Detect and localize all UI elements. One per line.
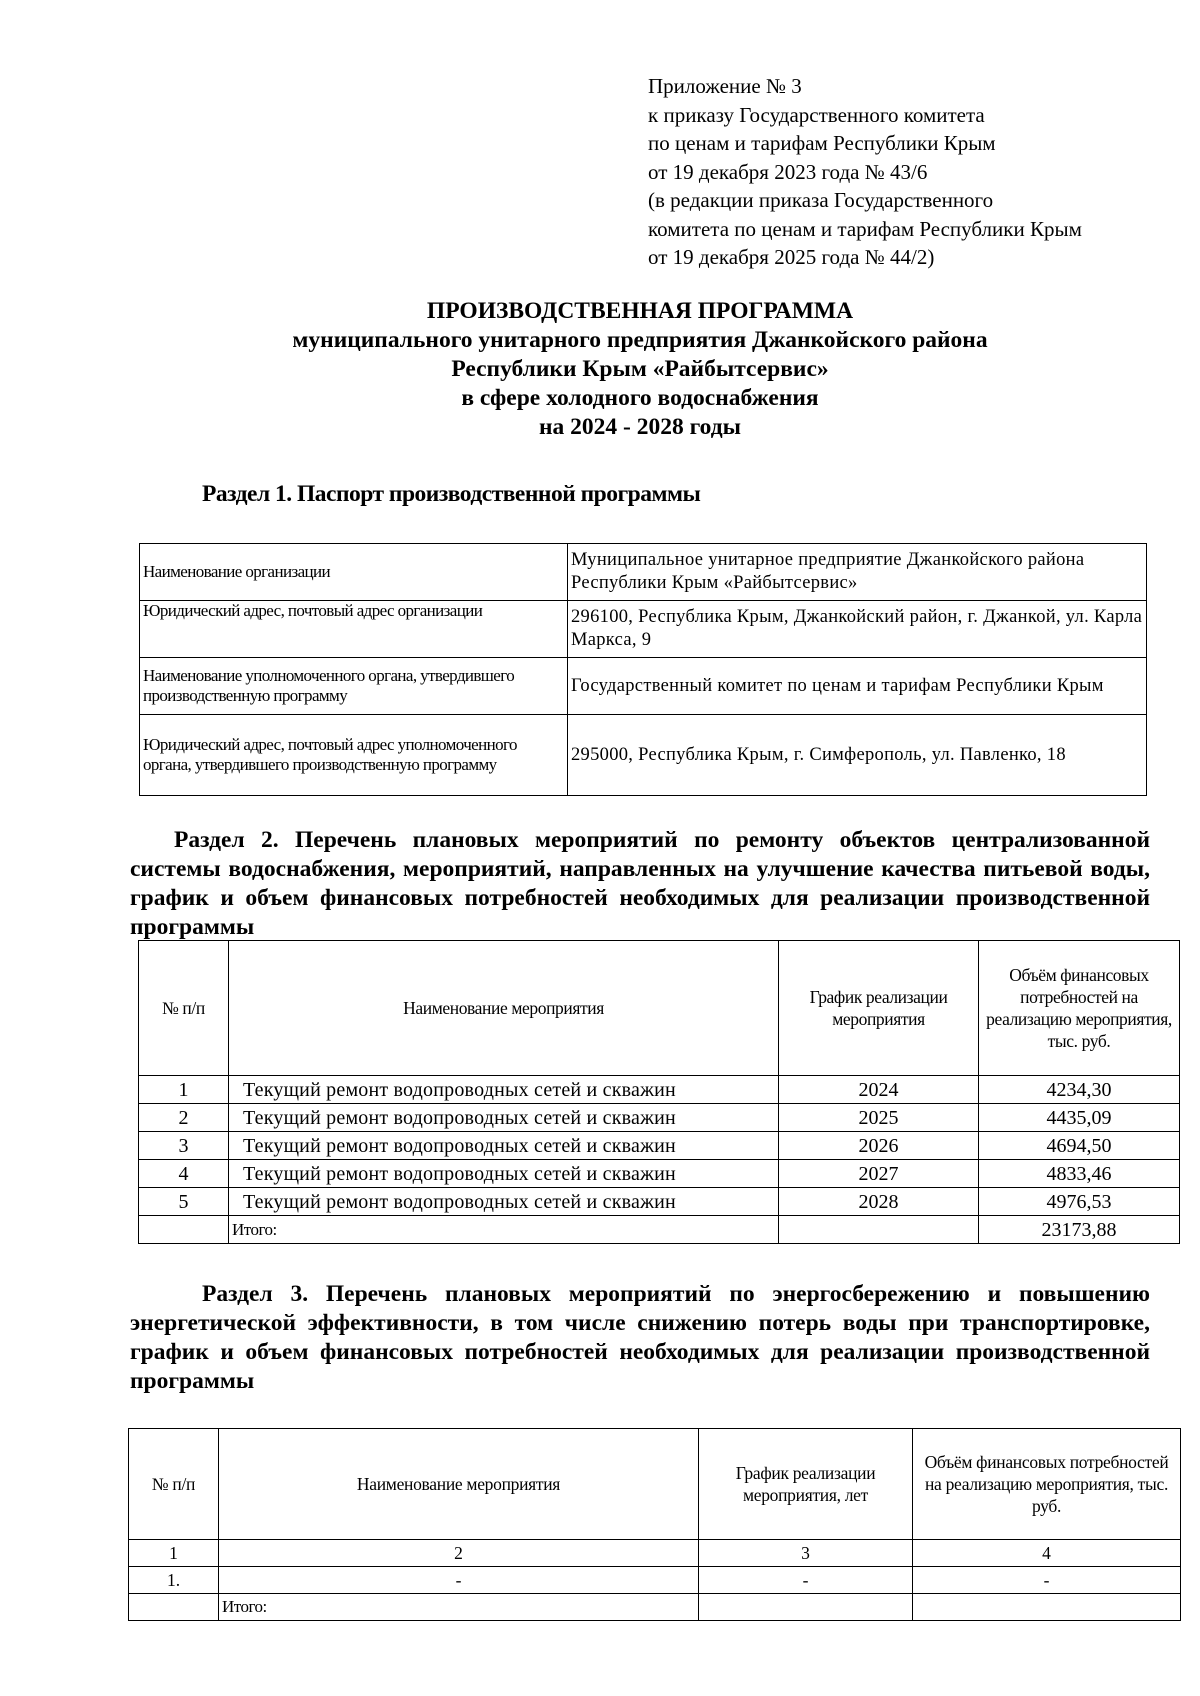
section2-table xyxy=(138,940,1180,1244)
header-schedule: График реализации мероприятия, лет xyxy=(699,1429,913,1540)
table-header-row xyxy=(129,1429,1181,1540)
table-column-numbers-row xyxy=(129,1540,1181,1567)
table-row xyxy=(129,1567,1181,1594)
passport-key: Юридический адрес, почтовый адрес организации xyxy=(140,601,568,658)
title-line: Республики Крым «Райбытсервис» xyxy=(451,356,829,382)
passport-value: Муниципальное унитарное предприятие Джанкойского района Республики Крым «Райбытсервис» xyxy=(568,544,1147,601)
table-row xyxy=(140,601,1147,658)
passport-key: Наименование уполномоченного органа, утвердившего производственную программу xyxy=(140,658,568,715)
column-number: 2 xyxy=(219,1540,699,1567)
passport-value: 295000, Республика Крым, г. Симферополь, ул. Павленко, 18 xyxy=(568,715,1147,796)
header-num: № п/п xyxy=(129,1429,219,1540)
passport-value: Государственный комитет по ценам и тарифам Республики Крым xyxy=(568,658,1147,715)
passport-value: 296100, Республика Крым, Джанкойский район, г. Джанкой, ул. Карла Маркса, 9 xyxy=(568,601,1147,658)
row-amount: 4694,50 xyxy=(979,1132,1180,1160)
row-num: 4 xyxy=(139,1160,229,1188)
table-row xyxy=(140,715,1147,796)
table-row xyxy=(139,1160,1180,1188)
row-name: Текущий ремонт водопроводных сетей и скважин xyxy=(229,1160,779,1188)
section1-heading: Раздел 1. Паспорт производственной программы xyxy=(202,481,701,507)
empty-cell xyxy=(913,1594,1181,1621)
table-row xyxy=(139,1132,1180,1160)
total-label: Итого: xyxy=(219,1594,699,1621)
column-number: 1 xyxy=(129,1540,219,1567)
table-row xyxy=(139,1188,1180,1216)
row-num: 5 xyxy=(139,1188,229,1216)
table-total-row xyxy=(129,1594,1181,1621)
row-amount: 4435,09 xyxy=(979,1104,1180,1132)
header-volume: Объём финансовых потребностей на реализацию мероприятия, тыс. руб. xyxy=(913,1429,1181,1540)
passport-table xyxy=(139,543,1147,796)
row-amount: 4976,53 xyxy=(979,1188,1180,1216)
passport-key: Наименование организации xyxy=(140,544,568,601)
row-name: Текущий ремонт водопроводных сетей и скважин xyxy=(229,1188,779,1216)
appendix-line: комитета по ценам и тарифам Республики Крым xyxy=(648,216,1082,241)
row-year: 2026 xyxy=(779,1132,979,1160)
table-row xyxy=(139,1104,1180,1132)
appendix-line: Приложение № 3 xyxy=(648,74,802,98)
title-line: муниципального унитарного предприятия Джанкойского района xyxy=(292,327,988,353)
title-line: ПРОИЗВОДСТВЕННАЯ ПРОГРАММА xyxy=(426,298,854,324)
empty-cell xyxy=(699,1594,913,1621)
document-title xyxy=(130,297,1150,442)
row-num: 3 xyxy=(139,1132,229,1160)
row-amount: 4234,30 xyxy=(979,1076,1180,1104)
row-name: Текущий ремонт водопроводных сетей и скважин xyxy=(229,1104,779,1132)
row-name: Текущий ремонт водопроводных сетей и скважин xyxy=(229,1076,779,1104)
row-num: 2 xyxy=(139,1104,229,1132)
row-year: 2028 xyxy=(779,1188,979,1216)
appendix-line: (в редакции приказа Государственного xyxy=(648,188,994,212)
row-num: 1. xyxy=(129,1567,219,1594)
row-amount: - xyxy=(913,1567,1181,1594)
appendix-line: к приказу Государственного комитета xyxy=(648,102,985,127)
table-total-row xyxy=(139,1216,1180,1244)
row-schedule: - xyxy=(699,1567,913,1594)
row-num: 1 xyxy=(139,1076,229,1104)
empty-cell xyxy=(779,1216,979,1244)
section2-heading: Раздел 2. Перечень плановых мероприятий по ремонту объектов централизованной системы водоснабжения, мероприятий, направленных на улучшение качества питьевой воды, график и объем финансовых потребностей необходимых для реализации производственной программы xyxy=(130,827,1150,940)
table-row xyxy=(140,544,1147,601)
row-name: - xyxy=(219,1567,699,1594)
header-name: Наименование мероприятия xyxy=(229,941,779,1076)
header-schedule: График реализации мероприятия xyxy=(779,941,979,1076)
empty-cell xyxy=(139,1216,229,1244)
passport-key: Юридический адрес, почтовый адрес уполномоченного органа, утвердившего производственную программу xyxy=(140,715,568,796)
table-row xyxy=(140,658,1147,715)
header-num: № п/п xyxy=(139,941,229,1076)
appendix-line: по ценам и тарифам Республики Крым xyxy=(648,131,996,155)
row-year: 2024 xyxy=(779,1076,979,1104)
total-value: 23173,88 xyxy=(979,1216,1180,1244)
column-number: 4 xyxy=(913,1540,1181,1567)
appendix-line: от 19 декабря 2023 года № 43/6 xyxy=(648,159,928,184)
header-volume: Объём финансовых потребностей на реализацию мероприятия, тыс. руб. xyxy=(979,941,1180,1076)
title-line: на 2024 - 2028 годы xyxy=(538,414,741,440)
row-amount: 4833,46 xyxy=(979,1160,1180,1188)
section3-heading: Раздел 3. Перечень плановых мероприятий по энергосбережению и повышению энергетической эффективности, в том числе снижению потерь воды при транспортировке, график и объем финансовых потребностей необходимых для реализации производственной программы xyxy=(130,1281,1150,1394)
column-number: 3 xyxy=(699,1540,913,1567)
appendix-header xyxy=(648,72,1168,272)
row-year: 2025 xyxy=(779,1104,979,1132)
appendix-line: от 19 декабря 2025 года № 44/2) xyxy=(648,245,935,269)
table-row xyxy=(139,1076,1180,1104)
header-name: Наименование мероприятия xyxy=(219,1429,699,1540)
empty-cell xyxy=(129,1594,219,1621)
title-line: в сфере холодного водоснабжения xyxy=(461,385,819,411)
row-year: 2027 xyxy=(779,1160,979,1188)
table-header-row xyxy=(139,941,1180,1076)
row-name: Текущий ремонт водопроводных сетей и скважин xyxy=(229,1132,779,1160)
total-label: Итого: xyxy=(229,1216,779,1244)
section3-table xyxy=(128,1428,1181,1621)
